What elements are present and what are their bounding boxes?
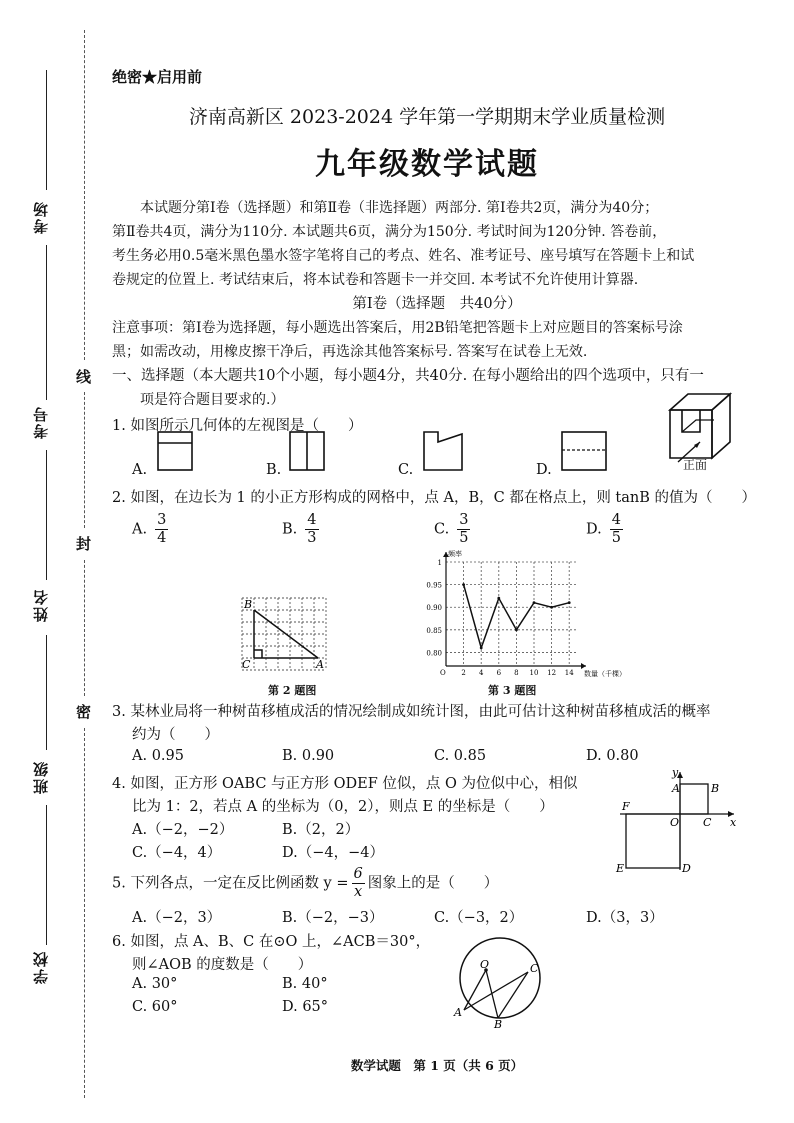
chart-data-point [515,628,518,631]
q3-option-c[interactable]: C. 0.85 [434,748,487,764]
chart-x-tick-label: 6 [496,669,502,677]
q2-point-a: A [316,658,324,671]
q6-option-d[interactable]: D. 65° [282,999,329,1015]
q4-label-y: y [672,766,679,779]
chart-y-tick-label: 0.80 [426,649,442,658]
q2-fig-caption: 第 2 题图 [268,684,317,697]
q1-option-d-label[interactable]: D. [536,462,552,478]
label-exam-site: 考场 [32,200,50,234]
q6-circle-figure [448,940,548,1030]
chart-x-tick-label: 14 [564,669,574,677]
chart-origin-label: O [440,669,446,677]
chart-data-point [568,601,571,604]
q6-stem-2: 则∠AOB 的度数是（ ） [132,957,313,973]
chart-y-tick-label: 1 [437,559,442,567]
q4-label-a: A [672,782,680,795]
q1-front-label: 正面 [683,458,708,472]
label-name: 姓名 [32,588,50,622]
binding-line [46,635,47,750]
q6-option-c[interactable]: C. 60° [132,999,178,1015]
chart-y-tick-label: 0.95 [426,581,442,590]
chart-x-tick-label: 10 [529,669,539,677]
page-footer: 数学试题 第 1 页（共 6 页） [350,1058,524,1073]
part1-title: 第Ⅰ卷（选择题 共40分） [352,296,522,312]
q1-option-c-label[interactable]: C. [398,462,414,478]
label-exam-no: 考号 [32,405,50,439]
intro-line-2: 第Ⅱ卷共4页，满分为110分. 本试题共6页，满分为150分. 考试时间为120分钟. 答卷前， [112,224,667,240]
label-school: 学校 [32,950,50,984]
q4-option-d[interactable]: D.（−4，−4） [282,845,384,861]
chart-data-point [462,583,465,586]
chart-data-point [480,647,483,650]
label-class: 班级 [32,760,50,794]
q4-label-o: O [670,816,680,829]
q5-option-d[interactable]: D.（3，3） [586,910,664,926]
binding-line [46,450,47,580]
q4-option-b[interactable]: B.（2，2） [282,822,360,838]
seal-feng: 封 [76,535,92,553]
q3-fig-caption: 第 3 题图 [488,684,537,697]
binding-line [46,805,47,945]
chart-x-axis-label: 数量（千棵） [584,670,626,678]
q3-option-d[interactable]: D. 0.80 [586,748,639,764]
intro-line-4: 卷规定的位置上. 考试结束后，将本试卷和答题卡一并交回. 本考试不允许使用计算器. [112,272,639,288]
q1-option-d-figure [560,430,610,474]
chart-y-tick-label: 0.85 [426,626,442,635]
q1-stem: 1. 如图所示几何体的左视图是（ ） [112,418,363,434]
q2-option-d[interactable]: D. $\frac{4}{5}$ [586,512,621,546]
q5-option-b[interactable]: B.（−2，−3） [282,910,384,926]
q1-option-a-figure [156,430,196,474]
q5-stem: 5. 下列各点，一定在反比例函数 y = $\frac{6}{x}$ 图象上的是（ ） [112,866,499,900]
seal-dashed-line [84,560,85,696]
q5-option-a[interactable]: A.（−2，3） [132,910,222,926]
section1-line-1: 一、选择题（本大题共10个小题，每小题4分，共40分. 在每小题给出的四个选项中，只有一 [112,368,704,384]
q4-label-x: x [730,816,737,829]
q6-label-c: C [530,962,539,975]
q2-grid-figure [234,592,334,682]
q4-option-c[interactable]: C.（−4，4） [132,845,222,861]
q4-option-a[interactable]: A.（−2，−2） [132,822,234,838]
section1-line-2: 项是符合题目要求的.） [140,392,285,408]
q2-point-c: C [242,658,251,671]
q2-stem: 2. 如图，在边长为 1 的小正方形构成的网格中，点 A，B，C 都在格点上，则 tanB 的值为（ ） [112,490,757,506]
chart-data-point [533,601,536,604]
q3-option-a[interactable]: A. 0.95 [132,748,184,764]
chart-y-axis-label: 频率 [448,550,462,558]
chart-x-tick-label: 8 [514,669,519,677]
notice-line-1: 注意事项：第Ⅰ卷为选择题，每小题选出答案后，用2B铅笔把答题卡上对应题目的答案标号涂 [112,320,683,336]
q2-option-a[interactable]: A. $\frac{3}{4}$ [132,512,167,546]
seal-mi: 密 [76,703,92,721]
confidential-mark: 绝密★启用前 [112,68,203,86]
q3-stem-1: 3. 某林业局将一种树苗移植成活的情况绘制成如统计图，由此可估计这种树苗移植成活的概率 [112,704,711,720]
q6-label-a: A [454,1006,462,1019]
q5-option-c[interactable]: C.（−3，2） [434,910,524,926]
chart-data-point [550,606,553,609]
q1-option-b-label[interactable]: B. [266,462,282,478]
seal-xian: 线 [76,368,92,386]
binding-line [46,245,47,400]
chart-x-tick-label: 12 [547,669,557,677]
q1-option-c-figure [420,430,468,474]
q4-label-b: B [711,782,720,795]
q6-option-b[interactable]: B. 40° [282,976,328,992]
chart-y-tick-label: 0.90 [426,604,442,613]
q6-label-o: O [480,958,490,971]
q3-line-chart [410,548,626,684]
q4-label-c: C [703,816,712,829]
seal-dashed-line [84,728,85,1098]
q3-option-b[interactable]: B. 0.90 [282,748,335,764]
q2-point-b: B [244,598,253,611]
seal-dashed-line [84,392,85,528]
q2-option-b[interactable]: B. $\frac{4}{3}$ [282,512,317,546]
q1-option-b-figure [288,430,328,474]
q6-stem-1: 6. 如图，点 A、B、C 在⊙O 上，∠ACB＝30°， [112,934,431,950]
q3-stem-2: 约为（ ） [132,727,219,743]
q4-coordinate-figure [612,768,742,878]
chart-x-arrow [581,663,586,669]
q4-label-d: D [682,862,691,875]
chart-data-point [497,597,500,600]
paper-title: 九年级数学试题 [315,147,539,182]
exam-title: 济南高新区 2023-2024 学年第一学期期末学业质量检测 [188,106,666,128]
q4-stem-1: 4. 如图，正方形 OABC 与正方形 ODEF 位似，点 O 为位似中心，相似 [112,776,578,792]
q4-label-e: E [616,862,625,875]
intro-line-3: 考生务必用0.5毫米黑色墨水签字笔将自己的考点、姓名、准考证号、座号填写在答题卡上和试 [112,248,695,264]
q1-option-a-label[interactable]: A. [132,462,148,478]
chart-x-tick-label: 2 [461,669,466,677]
chart-x-tick-label: 4 [478,669,484,677]
q6-option-a[interactable]: A. 30° [132,976,178,992]
notice-line-2: 黑；如需改动，用橡皮擦干净后，再选涂其他答案标号. 答案写在试卷上无效. [112,344,588,360]
q2-option-c[interactable]: C. $\frac{3}{5}$ [434,512,469,546]
q4-stem-2: 比为 1：2，若点 A 的坐标为（0，2），则点 E 的坐标是（ ） [132,799,554,815]
q4-label-f: F [622,800,630,813]
intro-line-1: 本试题分第Ⅰ卷（选择题）和第Ⅱ卷（非选择题）两部分. 第Ⅰ卷共2页，满分为40分； [140,200,659,216]
q6-label-b: B [494,1018,503,1031]
